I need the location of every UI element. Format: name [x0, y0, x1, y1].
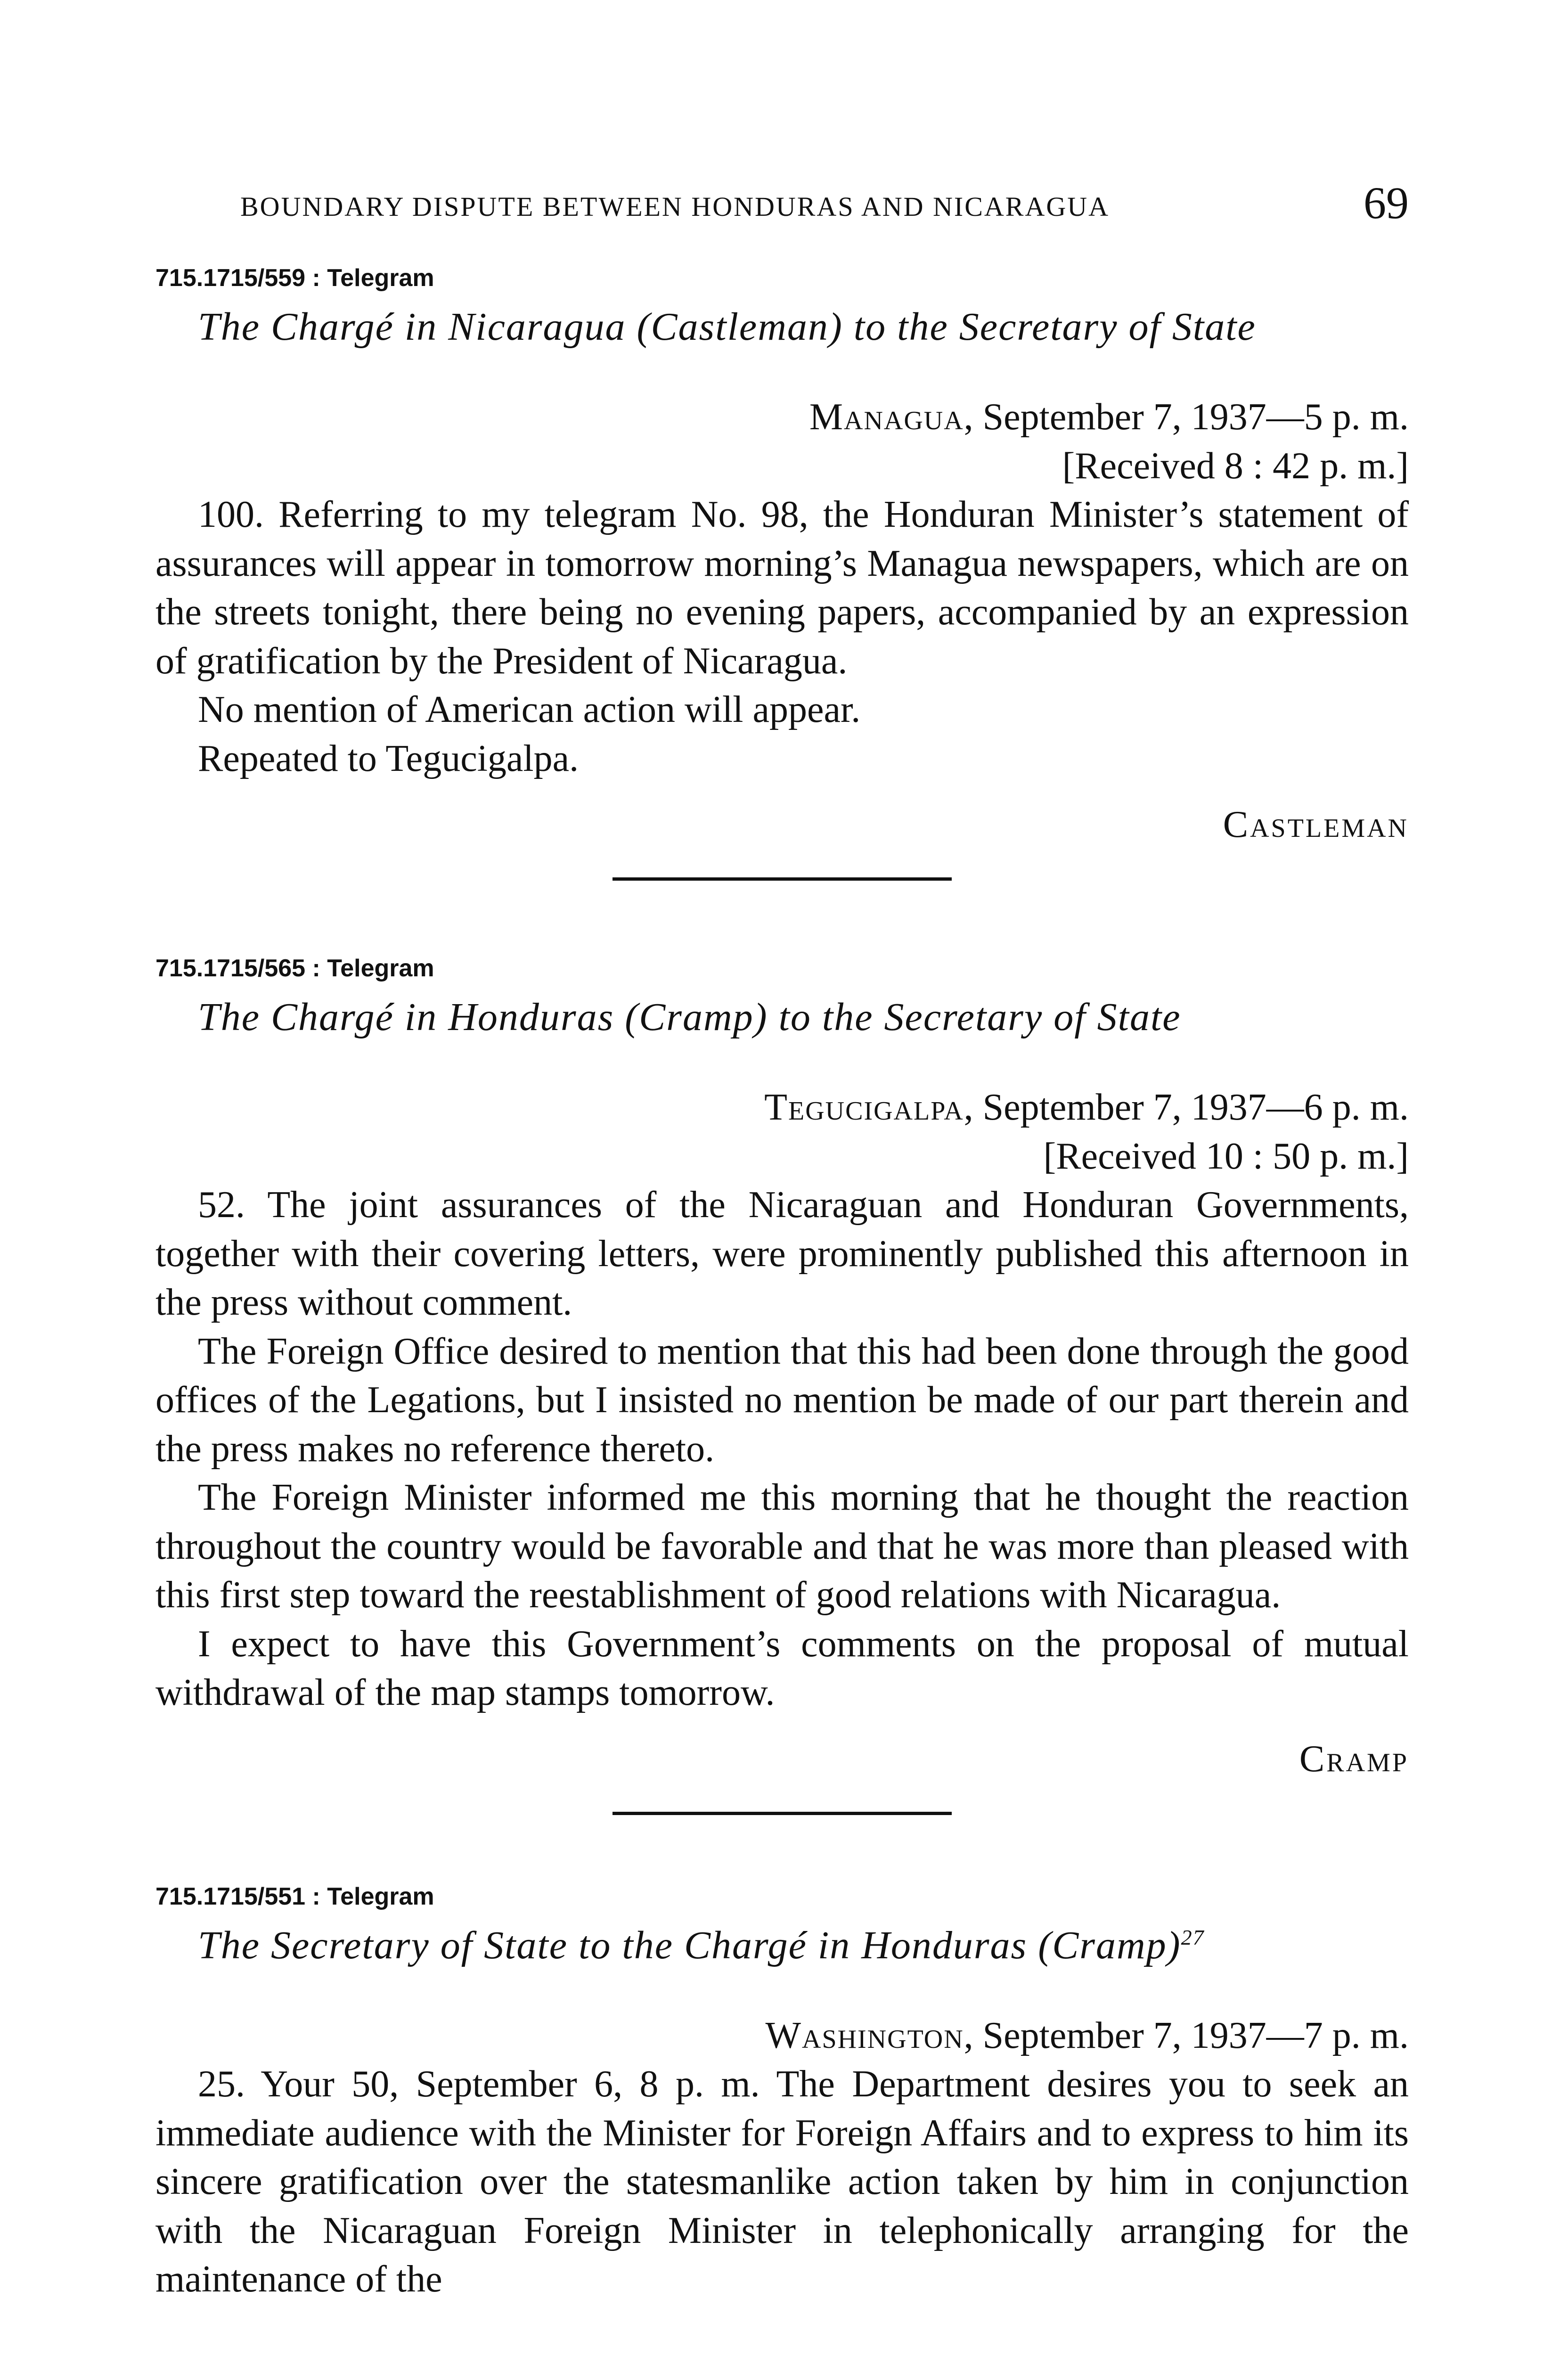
- section-divider: [612, 877, 952, 881]
- telegram-heading: [198, 1920, 1409, 1972]
- dateline-place: Washington: [765, 2015, 964, 2056]
- section-divider: [612, 1812, 952, 1815]
- paragraph: 25. Your 50, September 6, 8 p. m. The Department desires you to seek an immediate audience with the Minister for Foreign Affairs and to express to him its sincere gratification over the statesmanlike action taken by him in conjunction with the Nicaraguan Foreign Minister in telephonically arranging for the maintenance of the: [155, 2063, 1409, 2300]
- file-reference: 715.1715/551 : Telegram: [155, 1883, 434, 1910]
- signature: Cramp: [1299, 1738, 1409, 1780]
- received-time: [Received 8 : 42 p. m.]: [1062, 445, 1409, 487]
- dateline: [155, 1083, 1409, 1132]
- paragraph: I expect to have this Government’s comments on the proposal of mutual withdrawal of the map stamps tomorrow.: [155, 1623, 1409, 1713]
- paragraph: 100. Referring to my telegram No. 98, the Honduran Minister’s statement of assurances will appear in tomorrow morning’s Managua newspapers, which are on the streets tonight, there being no evening papers, accompanied by an expression of gratification by the President of Nicaragua.: [155, 494, 1409, 682]
- dateline-date: , September 7, 1937—5 p. m.: [964, 396, 1409, 438]
- dateline-place: Managua: [809, 396, 964, 438]
- page-number: 69: [1364, 178, 1409, 228]
- dateline: [155, 2011, 1409, 2060]
- signature: Castleman: [1223, 804, 1409, 845]
- telegram-heading: The Chargé in Honduras (Cramp) to the Secretary of State: [198, 995, 1181, 1039]
- paragraph: The Foreign Minister informed me this morning that he thought the reaction throughout the country would be favorable and that he was more than pleased with this first step toward the reestablishment of good relations with Nicaragua.: [155, 1477, 1409, 1616]
- paragraph: Repeated to Tegucigalpa.: [198, 737, 579, 779]
- paragraph: No mention of American action will appear.: [198, 689, 861, 730]
- dateline: [155, 393, 1409, 442]
- document-page: [155, 0, 1409, 2356]
- dateline-place: Tegucigalpa: [764, 1087, 964, 1128]
- running-head-title: BOUNDARY DISPUTE BETWEEN HONDURAS AND NICARAGUA: [240, 191, 1110, 222]
- dateline-date: , September 7, 1937—7 p. m.: [964, 2015, 1409, 2056]
- telegram-secretary: [155, 1880, 1409, 2304]
- telegram-heading: The Chargé in Nicaragua (Castleman) to the Secretary of State: [198, 305, 1256, 349]
- telegram-castleman: [155, 262, 1409, 881]
- running-head: [240, 177, 1409, 233]
- footnote-reference[interactable]: 27: [1181, 1925, 1205, 1949]
- received-time: [Received 10 : 50 p. m.]: [1043, 1136, 1409, 1177]
- telegram-heading-text: The Secretary of State to the Chargé in Honduras (Cramp): [198, 1923, 1181, 1967]
- paragraph: 52. The joint assurances of the Nicaraguan and Honduran Governments, together with their covering letters, were prominently published this afternoon in the press without comment.: [155, 1184, 1409, 1323]
- file-reference: 715.1715/559 : Telegram: [155, 264, 434, 292]
- telegram-cramp: [155, 952, 1409, 1815]
- dateline-date: , September 7, 1937—6 p. m.: [964, 1087, 1409, 1128]
- paragraph: The Foreign Office desired to mention that this had been done through the good offices of the Legations, but I insisted no mention be made of our part therein and the press makes no reference thereto.: [155, 1330, 1409, 1470]
- file-reference: 715.1715/565 : Telegram: [155, 955, 434, 982]
